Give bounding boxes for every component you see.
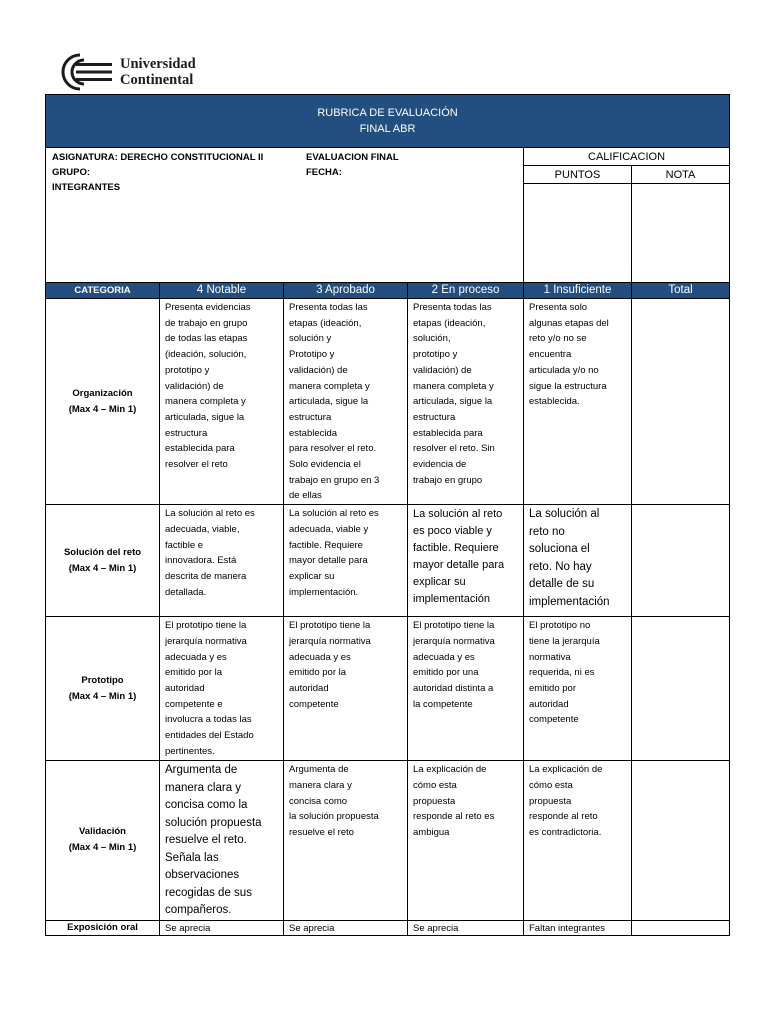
column-header-aprobado: 3 Aprobado [284,283,408,299]
criterion-en-proceso: Se aprecia [408,920,524,935]
criterion-en-proceso: La explicación de cómo esta propuesta responde al reto es ambigua [408,761,524,921]
rubric-title-line2: FINAL ABR [359,123,416,135]
criterion-aprobado: La solución al reto es adecuada, viable y factible. Requiere mayor detalle para explicar su implementación. [284,505,408,617]
rubric-table [45,94,730,936]
criterion-notable: La solución al reto es adecuada, viable, factible e innovadora. Está descrita de manera detallada. [160,505,284,617]
category-cell [46,505,160,617]
category-name: Organización [72,387,133,399]
criterion-aprobado: Presenta todas las etapas (ideación, solución y Prototipo y validación) de manera completa y articulada, sigue la estructura establecida para resolver el reto. Solo evidencia el trabajo en grupo en 3 de ellas [284,299,408,505]
criterion-en-proceso: La solución al reto es poco viable y factible. Requiere mayor detalle para explicar su implementación [408,505,524,617]
university-name-line1: Universidad [120,56,196,72]
criterion-insuficiente: Faltan integrantes [524,920,632,935]
category-cell [46,617,160,761]
university-logo-icon [58,52,114,92]
category-range: (Max 4 – Min 1) [68,562,137,574]
category-name: Exposición oral [67,922,138,934]
table-row [46,505,730,617]
criterion-insuficiente: Presenta solo algunas etapas del reto y/o no se encuentra articulada y/o no sigue la estructura establecida. [524,299,632,505]
puntos-value [524,183,632,282]
column-header-categoria: CATEGORIA [46,283,160,299]
puntos-header: PUNTOS [524,166,632,183]
integrantes-label: INTEGRANTES [52,182,121,193]
university-name [120,56,196,88]
total-cell [632,299,730,505]
criterion-notable: Se aprecia [160,920,284,935]
criterion-aprobado: El prototipo tiene la jerarquía normativa adecuada y es emitido por la autoridad competente [284,617,408,761]
column-header-notable: 4 Notable [160,283,284,299]
table-row [46,299,730,505]
criterion-insuficiente: La solución al reto no soluciona el reto. No hay detalle de su implementación [524,505,632,617]
table-row [46,920,730,935]
table-row [46,617,730,761]
total-cell [632,617,730,761]
criterion-notable: Presenta evidencias de trabajo en grupo de todas las etapas (ideación, solución, prototipo y validación) de manera completa y articulada, sigue la estructura establecida para resolver el reto [160,299,284,505]
column-header-insuficiente: 1 Insuficiente [524,283,632,299]
category-name: Solución del reto [63,546,142,558]
total-cell [632,761,730,921]
category-name: Prototipo [81,674,124,686]
asignatura-label: ASIGNATURA: DERECHO CONSTITUCIONAL II [52,152,264,163]
table-row [46,761,730,921]
total-cell [632,505,730,617]
column-header-total: Total [632,283,730,299]
criterion-en-proceso: Presenta todas las etapas (ideación, solución, prototipo y validación) de manera completa y articulada, sigue la estructura establecida para resolver el reto. Sin evidencia de trabajo en grupo [408,299,524,505]
category-range: (Max 4 – Min 1) [68,403,137,415]
grupo-label: GRUPO: [52,167,90,178]
calificacion-header: CALIFICACION [524,148,730,166]
criterion-aprobado: Se aprecia [284,920,408,935]
fecha-label: FECHA: [306,167,342,178]
university-name-line2: Continental [120,72,194,88]
category-cell [46,920,160,935]
category-name: Validación [79,826,126,838]
criterion-aprobado: Argumenta de manera clara y concisa como la solución propuesta resuelve el reto [284,761,408,921]
rubric-title-line1: RUBRICA DE EVALUACIÓN [317,107,458,119]
category-range: (Max 4 – Min 1) [68,690,137,702]
category-range: (Max 4 – Min 1) [68,842,137,854]
course-info [46,148,524,283]
evaluacion-label: EVALUACION FINAL [306,152,399,163]
criterion-notable: Argumenta de manera clara y concisa como la solución propuesta resuelve el reto. Señala las observaciones recogidas de sus compañeros. [160,761,284,921]
total-cell [632,920,730,935]
column-header-en-proceso: 2 En proceso [408,283,524,299]
nota-header: NOTA [632,166,730,183]
nota-value [632,183,730,282]
category-cell [46,761,160,921]
criterion-en-proceso: El prototipo tiene la jerarquía normativa adecuada y es emitido por una autoridad distinta a la competente [408,617,524,761]
criterion-notable: El prototipo tiene la jerarquía normativa adecuada y es emitido por la autoridad competente e involucra a todas las entidades del Estado pertinentes. [160,617,284,761]
criterion-insuficiente: La explicación de cómo esta propuesta responde al reto es contradictoria. [524,761,632,921]
category-cell [46,299,160,505]
rubric-title [46,95,730,148]
criterion-insuficiente: El prototipo no tiene la jerarquía normativa requerida, ni es emitido por autoridad competente [524,617,632,761]
criteria-header-row [46,283,730,299]
university-logo [58,52,196,92]
